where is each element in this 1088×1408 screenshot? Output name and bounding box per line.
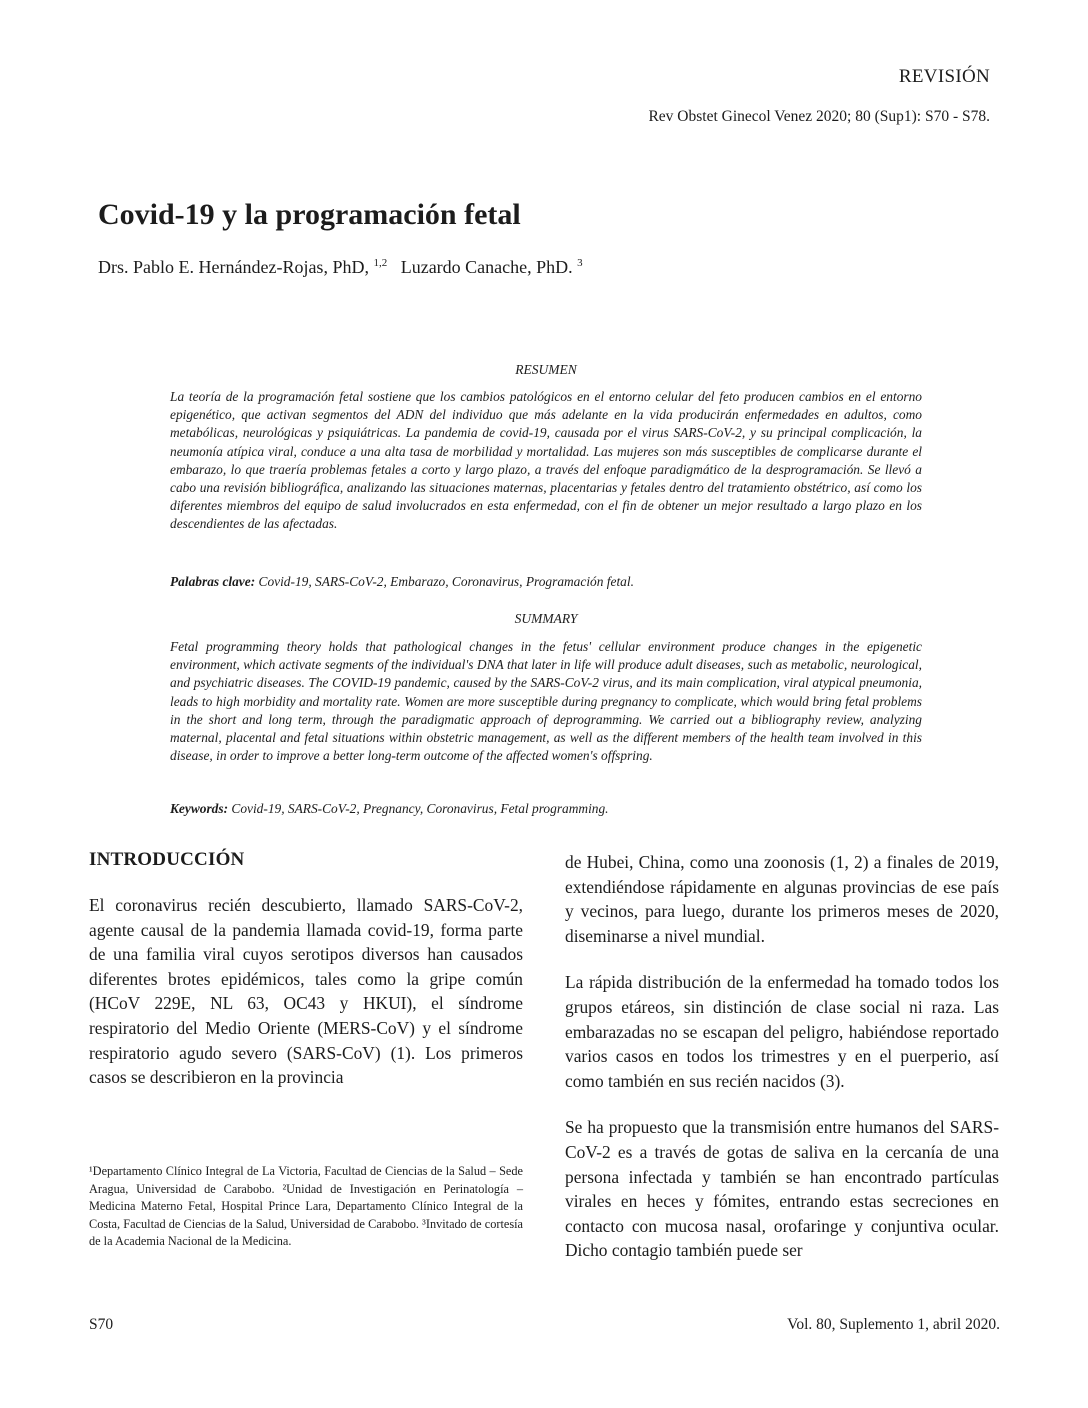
summary-text: Fetal programming theory holds that pathological changes in the fetus' cellular environment produce changes in the epigenetic environment, which activate segments of the individual's DNA that later in life will produce adult diseases, such as metabolic, neurological, and psychiatric diseases. The COVID-19 pandemic, caused by the SARS-CoV-2 virus, and its main complication, viral atypical pneumonia, leads to high morbidity and mortality rate. Women are more susceptible during pregnancy to complicate, which would bring fetal problems in the short and long term, through the paradigmatic approach of deprogramming. We carried out a bibliography review, analyzing maternal, placental and fetal situations within obstetric management, as well as the different members of the health team involved in this disease, in order to improve a better long-term outcome of the affected women's offspring.	[170, 639, 922, 764]
resumen-text: La teoría de la programación fetal sostiene que los cambios patológicos en el entorno celular del feto producen cambios en el entorno epigenético, que activan segmentos del ADN del individuo que más adelante en la vida producirán enfermedades en adultos, como metabólicas, neurológicas y psiquiátricas. La pandemia de covid-19, causada por el virus SARS-CoV-2, y su principal complicación, la neumonía atípica viral, conduce a una alta tasa de morbilidad y mortalidad. Las mujeres son más susceptibles de complicarse durante el embarazo, lo que traería problemas fetales a corto y largo plazo, a través del enfoque paradigmático de la desprogramación. Se llevó a cabo una revisión bibliográfica, analizando las situaciones maternas, placentarias y fetales dentro del tratamiento obstétrico, así como los diferentes miembros del equipo de salud involucrados en esta enfermedad, con el fin de obtener un mejor resultado a largo plazo en los descendientes de las afectadas.	[170, 389, 922, 532]
author-line	[98, 257, 583, 278]
journal-citation: Rev Obstet Ginecol Venez 2020; 80 (Sup1): S70 - S78.	[648, 108, 990, 125]
resumen-keywords	[170, 573, 922, 591]
author-1: Drs. Pablo E. Hernández-Rojas, PhD,	[98, 257, 369, 277]
summary-keywords-list: Covid-19, SARS-CoV-2, Pregnancy, Coronavirus, Fetal programming.	[231, 801, 609, 816]
resumen-heading: RESUMEN	[515, 362, 577, 377]
intro-paragraph-3: Se ha propuesto que la transmisión entre humanos del SARS-CoV-2 es a través de gotas de saliva en la cercanía de una persona infectada y también se han encontrado partículas virales en heces y fómites, entrando estas secreciones en contacto con mucosa nasal, orofaringe y conjuntiva ocular. Dicho contagio también puede ser	[565, 1117, 999, 1261]
right-column	[565, 850, 999, 1263]
author-2-affiliation: 3	[577, 257, 583, 269]
author-2: Luzardo Canache, PhD.	[400, 257, 573, 277]
section-label: REVISIÓN	[898, 66, 990, 87]
summary-keywords-label: Keywords:	[170, 801, 229, 816]
intro-paragraph-2: La rápida distribución de la enfermedad ha tomado todos los grupos etáreos, sin distinción de clase social ni raza. Las embarazadas no se escapan del peligro, habiéndose reportado varios casos en todos los trimestres y en el puerperio, así como también en sus recién nacidos (3).	[565, 972, 999, 1091]
intro-heading: INTRODUCCIÓN	[89, 849, 245, 870]
resumen-keywords-list: Covid-19, SARS-CoV-2, Embarazo, Coronavirus, Programación fetal.	[258, 574, 634, 589]
intro-paragraph-1: El coronavirus recién descubierto, llamado SARS-CoV-2, agente causal de la pandemia llamada covid-19, forma parte de una familia viral cuyos serotipos diversos han causados diferentes brotes epidémicos, tales como la gripe común (HCoV 229E, NL 63, OC43 y HKUI), el síndrome respiratorio del Medio Oriente (MERS-CoV) y el síndrome respiratorio agudo severo (SARS-CoV) (1). Los primeros casos se describieron en la provincia	[89, 895, 523, 1088]
article-title: Covid-19 y la programación fetal	[98, 198, 521, 231]
affiliations-footnote: ¹Departamento Clínico Integral de La Victoria, Facultad de Ciencias de la Salud – Sede Aragua, Universidad de Carabobo. ²Unidad de Investigación en Perinatología – Medicina Materno Fetal, Hospital Prince Lara, Departamento Clínico Integral de la Costa, Facultad de Ciencias de la Salud, Universidad de Carabobo. ³Invitado de cortesía de la Academia Nacional de la Medicina.	[89, 1164, 523, 1248]
author-1-affiliation: 1,2	[373, 257, 388, 269]
summary-heading: SUMMARY	[514, 611, 578, 626]
page-number: S70	[89, 1316, 114, 1333]
summary-keywords	[170, 800, 922, 818]
resumen-keywords-label: Palabras clave:	[170, 574, 256, 589]
left-column	[89, 849, 523, 1090]
intro-paragraph-1-continued: de Hubei, China, como una zoonosis (1, 2) a finales de 2019, extendiéndose rápidamente en algunas provincias de ese país y vecinos, para luego, durante los primeros meses de 2020, diseminarse a nivel mundial.	[565, 852, 999, 946]
volume-info: Vol. 80, Suplemento 1, abril 2020.	[787, 1316, 1000, 1333]
